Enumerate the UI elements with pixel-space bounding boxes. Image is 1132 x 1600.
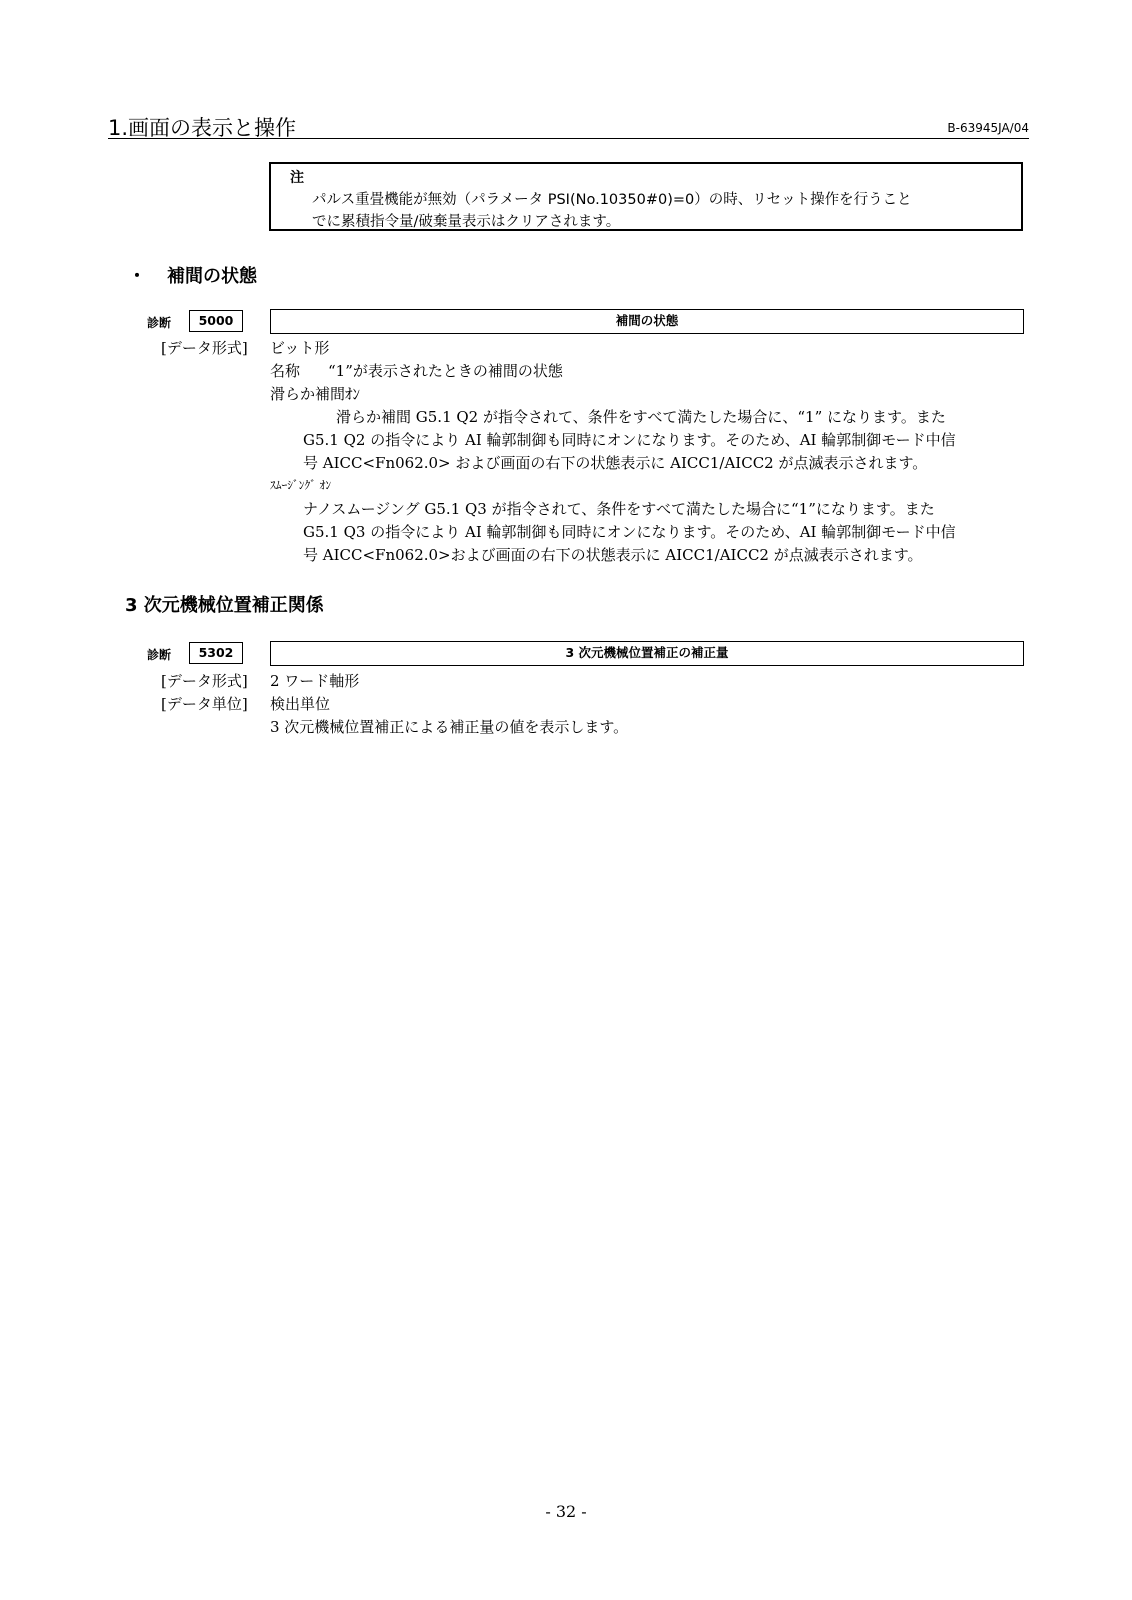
data-unit-value: 検出単位	[270, 695, 331, 713]
note-title: 注	[290, 170, 304, 186]
item2-line-2: G5.1 Q3 の指令により AI 輪郭制御も同時にオンになります。そのため、AI 輪郭制御モード中信	[303, 523, 956, 541]
data-format-value-5302: 2 ワード軸形	[270, 672, 360, 690]
page-header-title: 1.画面の表示と操作	[108, 116, 297, 140]
data-format-label: [データ形式]	[161, 339, 248, 357]
diag-name-5000: 補間の状態	[270, 309, 1024, 334]
note-line-1: パルス重畳機能が無効（パラメータ PSI(No.10350#0)=0）の時、リセット操作を行うこと	[312, 192, 912, 208]
note-line-2: でに累積指令量/破棄量表示はクリアされます。	[312, 214, 621, 230]
item1-line-1: 滑らか補間 G5.1 Q2 が指令されて、条件をすべて満たした場合に、“1” になります。また	[336, 408, 946, 426]
item2-line-3: 号 AICC<Fn062.0>および画面の右下の状態表示に AICC1/AICC2 が点滅表示されます。	[303, 546, 923, 564]
data-format-label-5302: [データ形式]	[161, 672, 248, 690]
data-unit-label: [データ単位]	[161, 695, 248, 713]
section2-title: 3 次元機械位置補正関係	[125, 595, 324, 616]
item1-line-3: 号 AICC<Fn062.0> および画面の右下の状態表示に AICC1/AICC2 が点滅表示されます。	[303, 454, 928, 472]
document-number: B-63945JA/04	[947, 121, 1029, 135]
data-format-value: ビット形	[270, 339, 330, 357]
diag-label-5302: 診断	[147, 648, 172, 662]
section1-title: 補間の状態	[167, 266, 257, 287]
item1-title: 滑らか補間ｵﾝ	[270, 385, 361, 403]
diag-number-5302: 5302	[189, 642, 243, 664]
diag-name-5302: 3 次元機械位置補正の補正量	[270, 641, 1024, 666]
name-label: 名称	[270, 362, 301, 380]
item2-line-1: ナノスムージング G5.1 Q3 が指令されて、条件をすべて満たした場合に“1”になります。また	[303, 500, 935, 518]
item2-title: ｽﾑｰｼﾞﾝｸﾞ ｵﾝ	[270, 478, 332, 492]
diag-label-5000: 診断	[147, 316, 172, 330]
section1-bullet: ・	[128, 266, 146, 287]
section2-description: 3 次元機械位置補正による補正量の値を表示します。	[270, 718, 629, 736]
diag-number-5000: 5000	[189, 310, 243, 332]
item1-line-2: G5.1 Q2 の指令により AI 輪郭制御も同時にオンになります。そのため、AI 輪郭制御モード中信	[303, 431, 956, 449]
header-rule	[108, 138, 1029, 139]
page-number: - 32 -	[545, 1502, 587, 1521]
name-description: “1”が表示されたときの補間の状態	[328, 362, 563, 380]
